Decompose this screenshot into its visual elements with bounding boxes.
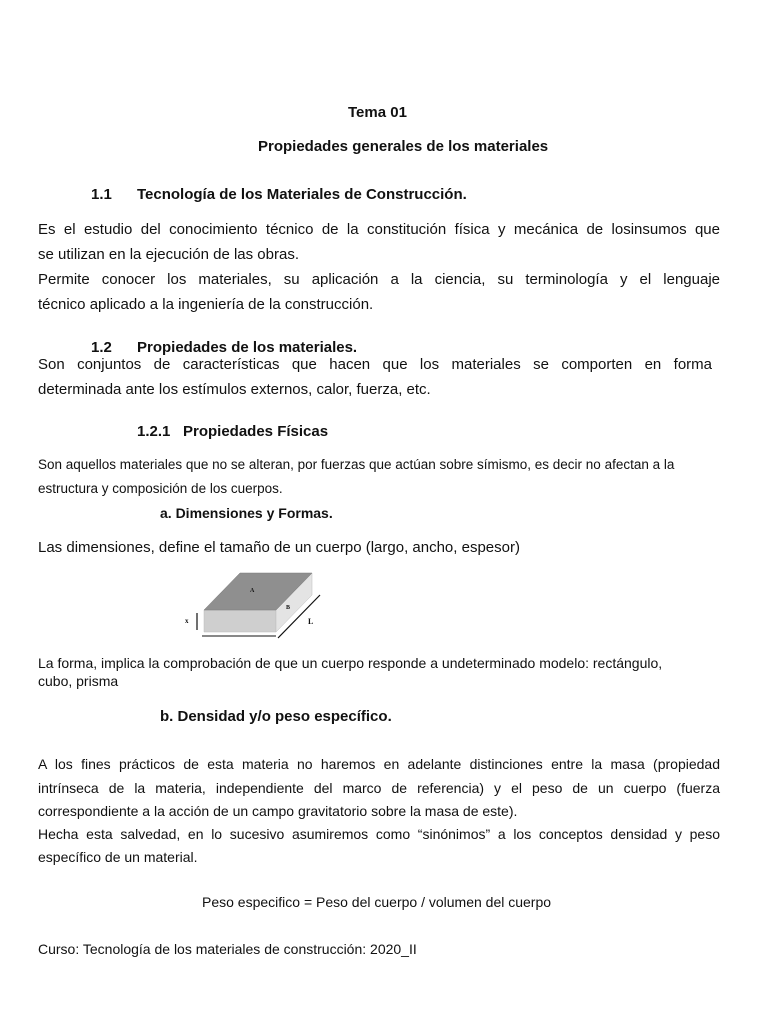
label-a: A bbox=[250, 588, 255, 594]
section-1-1-paragraph-1-line-2: se utilizan en la ejecución de las obras. bbox=[38, 246, 299, 263]
section-1-2-heading: Propiedades de los materiales. bbox=[137, 339, 358, 356]
section-1-1-heading: Tecnología de los Materiales de Construcción. bbox=[137, 186, 467, 203]
section-1-1-number: 1.1 bbox=[91, 186, 112, 203]
label-b: B bbox=[286, 605, 291, 611]
section-1-2-paragraph-line-1: Son conjuntos de características que hacen que los materiales se comporten en forma bbox=[38, 356, 712, 373]
box-front-face bbox=[204, 610, 276, 632]
section-1-2-number: 1.2 bbox=[91, 339, 112, 356]
section-1-1-paragraph-2-line-2: técnico aplicado a la ingeniería de la construcción. bbox=[38, 296, 374, 313]
label-x: x bbox=[185, 617, 189, 625]
section-1-1-paragraph-1-line-1: Es el estudio del conocimiento técnico de la constitución física y mecánica de losinsumos que bbox=[38, 221, 720, 238]
document-title: Propiedades generales de los materiales bbox=[258, 138, 549, 155]
density-formula: Peso especifico = Peso del cuerpo / volumen del cuerpo bbox=[202, 894, 552, 910]
box-dimensions-figure bbox=[180, 566, 330, 644]
forma-paragraph-line-2: cubo, prisma bbox=[38, 673, 119, 689]
subsection-b-paragraph-1-line-2: intrínseca de la materia, independiente del marco de referencia) y el peso de un cuerpo (fuerza bbox=[38, 780, 720, 796]
subsection-b-paragraph-2-line-2: específico de un material. bbox=[38, 849, 198, 865]
section-1-2-1-heading: Propiedades Físicas bbox=[183, 423, 329, 440]
topic-number: Tema 01 bbox=[348, 104, 407, 121]
subsection-a-paragraph: Las dimensiones, define el tamaño de un cuerpo (largo, ancho, espesor) bbox=[38, 539, 520, 556]
subsection-b-paragraph-1-line-1: A los fines prácticos de esta materia no haremos en adelante distinciones entre la masa (propiedad bbox=[38, 756, 720, 772]
page-footer: Curso: Tecnología de los materiales de construcción: 2020_II bbox=[38, 941, 417, 957]
subsection-a-heading: a. Dimensiones y Formas. bbox=[160, 505, 333, 521]
section-1-1-paragraph-2-line-1: Permite conocer los materiales, su aplicación a la ciencia, su terminología y el lenguaje bbox=[38, 271, 720, 288]
subsection-b-paragraph-2-line-1: Hecha esta salvedad, en lo sucesivo asumiremos como “sinónimos” a los conceptos densidad y peso bbox=[38, 826, 720, 842]
section-1-2-1-paragraph-line-2: estructura y composición de los cuerpos. bbox=[38, 481, 283, 496]
section-1-2-paragraph-line-2: determinada ante los estímulos externos, calor, fuerza, etc. bbox=[38, 381, 431, 398]
subsection-b-paragraph-1-line-3: correspondiente a la acción de un campo gravitatorio sobre la masa de este). bbox=[38, 803, 518, 819]
subsection-b-heading: b. Densidad y/o peso específico. bbox=[160, 708, 392, 725]
section-1-2-1-paragraph-line-1: Son aquellos materiales que no se alteran, por fuerzas que actúan sobre símismo, es decir no afectan a la bbox=[38, 457, 675, 472]
label-l: L bbox=[308, 617, 314, 626]
forma-paragraph-line-1: La forma, implica la comprobación de que un cuerpo responde a undeterminado modelo: rectángulo, bbox=[38, 655, 663, 671]
section-1-2-1-number: 1.2.1 bbox=[137, 423, 171, 440]
